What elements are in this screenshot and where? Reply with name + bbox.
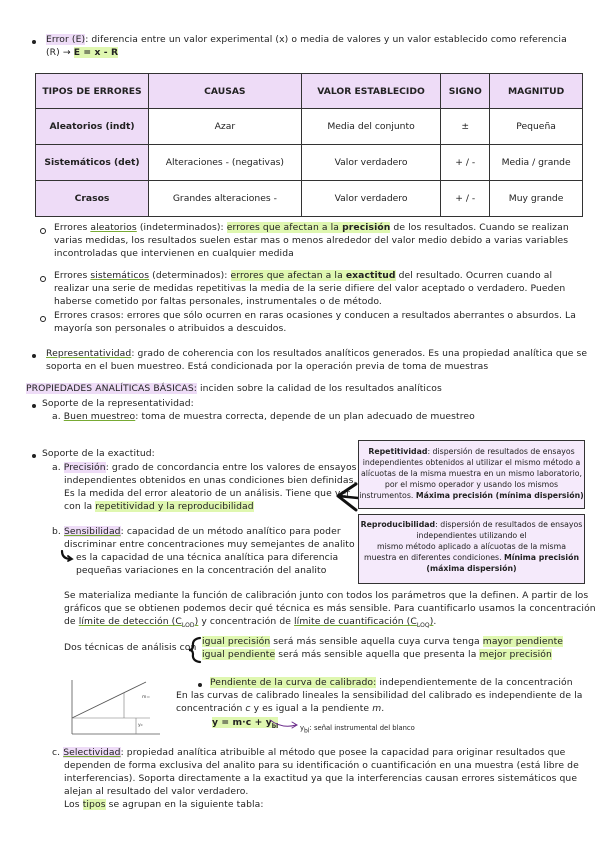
materializa-line3: de límite de detección $(C_{LOD})$ y concentración de límite de cuantificación $(C_{LOQ})$. [64, 616, 437, 629]
table-cell: Muy grande [490, 181, 583, 217]
repetitividad-box: Repetitividad: dispersión de resultados de ensayos independientes obtenidos al utilizar el mismo método a alícuotas de la misma muestra en un mismo laboratorio, por el mismo operador y usando los mismos instrumentos. Máxima precisión (mínima dispersión) [358, 440, 585, 509]
brace-arrow-icon [332, 480, 360, 516]
bullet-dot [198, 683, 202, 687]
sensibilidad-line4: pequeñas variaciones en la concentración del analito [76, 565, 327, 576]
table-cell: Pequeña [490, 109, 583, 145]
representatividad-line1: Representatividad: grado de coherencia con los resultados analíticos generados. Es una propiedad analítica que se [46, 348, 588, 359]
precision-line3: Es la medida del error aleatorio de un análisis. Tiene que ver [64, 488, 351, 499]
table-header-cell: SIGNO [441, 74, 490, 109]
error-definition-line2: (R) → E = x - R [46, 47, 119, 58]
table-header-cell: CAUSAS [149, 74, 302, 109]
representatividad-line2: soporta en el buen muestreo. Está condicionada por la operación previa de toma de muestras [46, 361, 489, 372]
pendiente-line1: Pendiente de la curva de calibrado: independientemente de la concentración [210, 677, 573, 688]
soporte-representatividad: Soporte de la representatividad: [42, 398, 194, 409]
errores-aleatorios-line1: Errores aleatorios (indeterminados): errores que afectan a la precisión de los resultados. Cuando se realizan [54, 222, 569, 233]
table-row [36, 181, 583, 217]
calibration-formula: $y = m\cdot c + y_{bl}$ [212, 717, 279, 730]
errores-crasos-line2: mayoría son personales o atribuidos a descuidos. [54, 323, 287, 334]
table-cell: Grandes alteraciones - [149, 181, 302, 217]
table-cell: Sistemáticos (det) [36, 145, 149, 181]
bullet-ring [40, 276, 46, 282]
arrow-icon [268, 717, 300, 731]
dos-tecnicas-row2: igual pendiente será más sensible aquella que presenta la mejor precisión [202, 649, 552, 660]
graph-tick-label: y₀ [138, 723, 143, 728]
bullet-dot [32, 354, 36, 358]
errores-sistematicos-line2: realizar una serie de medidas repetitivas la media de la serie difiere del valor aceptado o verdadero. Pueden [54, 283, 566, 294]
table-cell: Valor verdadero [301, 145, 441, 181]
selectividad-line3: interferencias). Soporta directamente a la exactitud ya que la interferencias causan errores sistemáticos que [64, 773, 578, 784]
table-cell: Valor verdadero [301, 181, 441, 217]
errores-sistematicos-line1: Errores sistemáticos (determinados): errores que afectan a la exactitud del resultado. Ocurren cuando al [54, 270, 553, 281]
selectividad-line1: c. Selectividad: propiedad analítica atribuible al método que posee la capacidad para originar resultados que [52, 747, 566, 758]
bullet-dot [32, 40, 36, 44]
table-cell: Media del conjunto [301, 109, 441, 145]
bullet-ring [40, 228, 46, 234]
pendiente-line2: En las curvas de calibrado lineales la sensibilidad del calibrado es independiente de la [176, 690, 583, 701]
sensibilidad-line2: discriminar entre concentraciones muy semejantes de analito [64, 539, 355, 550]
buen-muestreo: a. Buen muestreo: toma de muestra correcta, depende de un plan adecuado de muestreo [52, 411, 475, 422]
table-header-cell: VALOR ESTABLECIDO [301, 74, 441, 109]
table-cell: Aleatorios (indt) [36, 109, 149, 145]
curved-arrow-icon [60, 550, 74, 562]
selectividad-line5: Los tipos se agrupan en la siguiente tabla: [64, 799, 264, 810]
bullet-dot [32, 404, 36, 408]
precision-line2: independientes obtenidos en unas condiciones bien definidas. [64, 475, 357, 486]
table-header-row [36, 74, 583, 109]
table-cell: + / - [441, 145, 490, 181]
table-row [36, 145, 583, 181]
graph-calibration-line [72, 682, 146, 718]
precision-line1: a. Precisión: grado de concordancia entre los valores de ensayos [52, 462, 357, 473]
table-row [36, 109, 583, 145]
table-header-cell: TIPOS DE ERRORES [36, 74, 149, 109]
pendiente-line3: concentración c y es igual a la pendiente m. [176, 703, 385, 714]
errores-sistematicos-line3: haberse cometido por faltas personales, instrumentales o de método. [54, 296, 382, 307]
brace-icon [188, 636, 202, 664]
materializa-line2: gráficos que se obtienen podemos decir qué técnica es más sensible. Para cuantificarlo usamos la concentración [64, 603, 596, 614]
propiedades-title: PROPIEDADES ANALÍTICAS BÁSICAS: inciden sobre la calidad de los resultados analíticos [26, 383, 442, 394]
table-header-cell: MAGNITUD [490, 74, 583, 109]
table-cell: Alteraciones - (negativas) [149, 145, 302, 181]
error-formula: E = x - R [73, 47, 119, 58]
errores-aleatorios-line2: varias medidas, los resultados suelen estar mas o menos alrededor del valor medio debido a varias variables [54, 235, 569, 246]
bullet-ring [40, 316, 46, 322]
error-definition-line1: Error (E): diferencia entre un valor experimental (x) o media de valores y un valor establecido como referencia [46, 34, 567, 45]
table-cell: Crasos [36, 181, 149, 217]
materializa-line1: Se materializa mediante la función de calibración junto con todos los parámetros que la definen. A partir de los [64, 590, 589, 601]
errores-aleatorios-line3: incontroladas que intervienen en cualquier medida [54, 248, 294, 259]
selectividad-line2: dependen de forma exclusiva del analito para su identificación o cuantificación en una muestra (está libre de [64, 760, 579, 771]
table-cell: + / - [441, 181, 490, 217]
sensibilidad-line3: es la capacidad de una técnica analítica para diferencia [76, 552, 339, 563]
table-cell: Azar [149, 109, 302, 145]
table-cell: ± [441, 109, 490, 145]
bullet-dot [32, 454, 36, 458]
dos-tecnicas-row1: igual precisión será más sensible aquella cuya curva tenga mayor pendiente [202, 636, 564, 647]
selectividad-line4: alejan al resultado del valor verdadero. [64, 786, 249, 797]
soporte-exactitud: Soporte de la exactitud: [42, 448, 155, 459]
blank-signal-note: $y_{bl}$: señal instrumental del blanco [300, 724, 415, 735]
errores-crasos-line1: Errores crasos: errores que sólo ocurren en raras ocasiones y conducen a resultados aberrantes o absurdos. La [54, 310, 576, 321]
error-types-table [35, 73, 583, 217]
reproducibilidad-box: Reproducibilidad: dispersión de resultados de ensayos independientes utilizando el mismo método aplicado a alícuotas de la misma muestra en diferentes condiciones. Mínima precisión (máxima dispersión) [358, 514, 585, 584]
dos-tecnicas-lead: Dos técnicas de análisis con [64, 642, 197, 653]
sensibilidad-line1: b. Sensibilidad: capacidad de un método analítico para poder [52, 526, 341, 537]
graph-tick-label: m= [142, 695, 151, 700]
calibration-graph [64, 676, 164, 740]
table-cell: Media / grande [490, 145, 583, 181]
precision-line4: con la repetitividad y la reproducibilidad [64, 501, 254, 512]
